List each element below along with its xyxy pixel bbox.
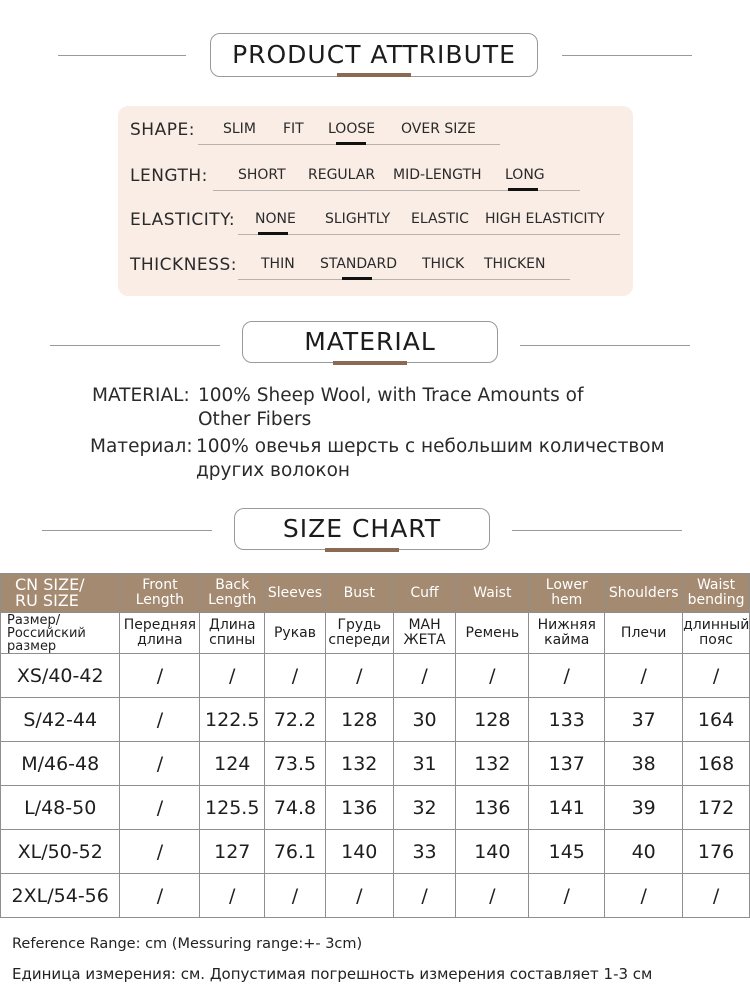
table-cell: 140 [456, 830, 529, 874]
attribute-label: THICKNESS: [130, 255, 237, 275]
table-row [1, 654, 750, 698]
table-cell: 145 [529, 830, 605, 874]
table-header-row [1, 613, 750, 654]
table-cell: / [120, 874, 200, 918]
table-cell: 136 [325, 786, 393, 830]
material-ru-line1: 100% овечья шерсть с небольшим количеством [196, 436, 665, 457]
section-title: MATERIAL [242, 321, 498, 363]
table-cell: XS/40-42 [1, 654, 120, 698]
attribute-option: STANDARD [320, 256, 398, 272]
table-header-cell: CN SIZE/ RU SIZE [1, 574, 120, 613]
table-cell: / [265, 874, 326, 918]
material-en [92, 384, 190, 408]
attribute-label: LENGTH: [130, 166, 208, 186]
selected-marker [342, 277, 372, 280]
reference-range-en: Reference Range: cm (Messuring range:+- 3cm) [12, 936, 363, 952]
attribute-label: ELASTICITY: [130, 210, 236, 230]
attribute-baseline [238, 234, 620, 235]
table-cell: / [120, 742, 200, 786]
attribute-option: LOOSE [328, 121, 376, 137]
table-header-cell: Длина спины [200, 613, 265, 654]
table-cell: / [200, 874, 265, 918]
table-header-cell: Waist bending [683, 574, 750, 613]
table-cell: 128 [456, 698, 529, 742]
table-cell: / [456, 654, 529, 698]
table-cell: / [393, 654, 456, 698]
table-header-cell: МАН ЖЕТА [393, 613, 456, 654]
table-cell: 132 [456, 742, 529, 786]
table-cell: 39 [605, 786, 683, 830]
table-cell: 37 [605, 698, 683, 742]
table-cell: 32 [393, 786, 456, 830]
table-cell: / [120, 786, 200, 830]
material-ru-line2: других волокон [196, 460, 351, 481]
table-row [1, 874, 750, 918]
material-en-line2: Other Fibers [198, 409, 312, 430]
table-cell: 168 [683, 742, 750, 786]
material-ru [90, 435, 193, 459]
attribute-baseline [238, 279, 570, 280]
table-cell: XL/50-52 [1, 830, 120, 874]
material-ru-label: Материал: [90, 436, 193, 457]
table-cell: 172 [683, 786, 750, 830]
table-cell: M/46-48 [1, 742, 120, 786]
section-title: SIZE CHART [234, 508, 490, 550]
table-cell: / [393, 874, 456, 918]
reference-range-ru: Единица измерения: см. Допустимая погрешность измерения составляет 1-3 см [12, 965, 653, 983]
table-cell: 128 [325, 698, 393, 742]
divider-left [42, 530, 212, 531]
table-cell: / [529, 874, 605, 918]
divider-left [50, 345, 220, 346]
table-row [1, 830, 750, 874]
table-header-cell: Нижняя кайма [529, 613, 605, 654]
material-en-text [198, 384, 738, 432]
table-cell: 31 [393, 742, 456, 786]
table-cell: 33 [393, 830, 456, 874]
attribute-option: THICK [422, 256, 465, 272]
title-underline [333, 361, 407, 365]
table-cell: 132 [325, 742, 393, 786]
table-header-cell: Bust [325, 574, 393, 613]
table-cell: / [529, 654, 605, 698]
table-cell: 73.5 [265, 742, 326, 786]
table-header-cell: длинный пояс [683, 613, 750, 654]
table-cell: / [456, 874, 529, 918]
title-underline [337, 73, 411, 77]
attribute-option: FIT [283, 121, 304, 137]
table-row [1, 786, 750, 830]
attribute-option: OVER SIZE [401, 121, 476, 137]
table-header-cell: Грудь спереди [325, 613, 393, 654]
table-cell: 2XL/54-56 [1, 874, 120, 918]
table-cell: 122.5 [200, 698, 265, 742]
table-row [1, 742, 750, 786]
table-cell: / [325, 874, 393, 918]
table-header-cell: Cuff [393, 574, 456, 613]
table-cell: 76.1 [265, 830, 326, 874]
table-header-cell: Рукав [265, 613, 326, 654]
table-cell: 40 [605, 830, 683, 874]
divider-right [562, 55, 692, 56]
table-cell: S/42-44 [1, 698, 120, 742]
size-chart-header [0, 506, 750, 566]
attribute-option: LONG [505, 167, 545, 183]
title-underline [325, 548, 399, 552]
table-cell: / [200, 654, 265, 698]
table-header-cell: Ремень [456, 613, 529, 654]
table-cell: 125.5 [200, 786, 265, 830]
table-cell: 164 [683, 698, 750, 742]
attribute-row [130, 255, 630, 285]
divider-right [520, 345, 690, 346]
product-attribute-header [0, 31, 750, 91]
table-header-row [1, 574, 750, 613]
table-cell: / [120, 654, 200, 698]
attribute-option: NONE [255, 211, 296, 227]
selected-marker [508, 188, 538, 191]
table-cell: 74.8 [265, 786, 326, 830]
selected-marker [258, 232, 288, 235]
attribute-option: MID-LENGTH [393, 167, 482, 183]
table-cell: 137 [529, 742, 605, 786]
attribute-option: HIGH ELASTICITY [485, 211, 605, 227]
attribute-option: THIN [261, 256, 295, 272]
divider-right [512, 530, 682, 531]
attribute-option: SLIM [223, 121, 256, 137]
attribute-row [130, 210, 630, 240]
table-header-cell: Waist [456, 574, 529, 613]
attribute-label: SHAPE: [130, 120, 195, 140]
table-header-cell: Плечи [605, 613, 683, 654]
table-cell: 38 [605, 742, 683, 786]
table-cell: 72.2 [265, 698, 326, 742]
attribute-option: THICKEN [484, 256, 546, 272]
attribute-option: SHORT [238, 167, 286, 183]
table-header-cell: Передняя длина [120, 613, 200, 654]
table-cell: / [605, 654, 683, 698]
table-cell: L/48-50 [1, 786, 120, 830]
table-cell: / [683, 654, 750, 698]
table-header-cell: Back Length [200, 574, 265, 613]
table-cell: / [120, 698, 200, 742]
table-header-cell: Front Length [120, 574, 200, 613]
material-en-line1: 100% Sheep Wool, with Trace Amounts of [198, 385, 584, 406]
table-row [1, 698, 750, 742]
size-chart-table [0, 573, 750, 918]
material-ru-text [196, 435, 741, 483]
table-cell: 127 [200, 830, 265, 874]
table-cell: 133 [529, 698, 605, 742]
selected-marker [336, 142, 366, 145]
divider-left [58, 55, 186, 56]
section-title: PRODUCT ATTRIBUTE [210, 33, 538, 77]
table-cell: 140 [325, 830, 393, 874]
attribute-row [130, 120, 630, 150]
table-cell: / [120, 830, 200, 874]
material-header [0, 321, 750, 381]
table-cell: 141 [529, 786, 605, 830]
table-cell: / [325, 654, 393, 698]
table-cell: / [605, 874, 683, 918]
attribute-row [130, 166, 630, 196]
table-cell: 136 [456, 786, 529, 830]
table-cell: 30 [393, 698, 456, 742]
attribute-option: REGULAR [308, 167, 376, 183]
table-header-cell: Lower hem [529, 574, 605, 613]
table-header-cell: Sleeves [265, 574, 326, 613]
table-cell: 124 [200, 742, 265, 786]
table-cell: 176 [683, 830, 750, 874]
material-en-label: MATERIAL: [92, 385, 190, 406]
attribute-option: ELASTIC [411, 211, 469, 227]
table-cell: / [265, 654, 326, 698]
table-cell: / [683, 874, 750, 918]
table-header-cell: Размер/ Российский размер [1, 613, 120, 654]
table-header-cell: Shoulders [605, 574, 683, 613]
attribute-option: SLIGHTLY [325, 211, 391, 227]
